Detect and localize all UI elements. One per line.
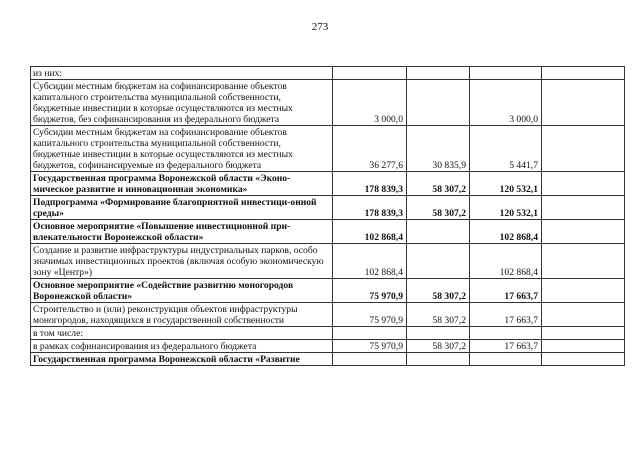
table-row — [31, 353, 625, 366]
row-regional-cell — [470, 327, 542, 340]
budget-table — [30, 66, 625, 366]
row-empty-cell — [542, 340, 625, 353]
row-regional-cell: 3 000,0 — [470, 80, 542, 126]
row-federal-cell: 58 307,2 — [407, 279, 470, 303]
row-total-cell: 75 970,9 — [333, 340, 407, 353]
row-name-cell: Строительство и (или) реконструкция объектов инфраструктуры моногородов, находящихся в государственной собственности — [31, 303, 333, 327]
row-regional-cell: 102 868,4 — [470, 220, 542, 244]
row-total-cell: 3 000,0 — [333, 80, 407, 126]
row-name-cell: Субсидии местным бюджетам на софинансирование объектов капитального строительства муниципальной собственности, бюджетные инвестиции в которые осуществляются из местных бюджетов, софинансируемые из федерального бюджета — [31, 126, 333, 172]
row-empty-cell — [542, 67, 625, 80]
row-regional-cell: 102 868,4 — [470, 244, 542, 279]
row-name-cell: Субсидии местным бюджетам на софинансирование объектов капитального строительства муниципальной собственности, бюджетные инвестиции в которые осуществляются из местных бюджетов, без софинансирования из федерального бюджета — [31, 80, 333, 126]
row-empty-cell — [542, 126, 625, 172]
row-federal-cell: 30 835,9 — [407, 126, 470, 172]
row-empty-cell — [542, 327, 625, 340]
table-row — [31, 196, 625, 220]
row-empty-cell — [542, 303, 625, 327]
row-federal-cell — [407, 327, 470, 340]
row-total-cell: 102 868,4 — [333, 220, 407, 244]
budget-table-body — [31, 67, 625, 366]
row-federal-cell — [407, 67, 470, 80]
table-row — [31, 67, 625, 80]
row-regional-cell: 17 663,7 — [470, 340, 542, 353]
row-name-cell: Государственная программа Воронежской области «Эконо-мическое развитие и инновационная экономика» — [31, 172, 333, 196]
row-empty-cell — [542, 220, 625, 244]
row-empty-cell — [542, 353, 625, 366]
row-empty-cell — [542, 244, 625, 279]
page-number: 273 — [311, 21, 329, 33]
row-name-cell: из них: — [31, 67, 333, 80]
row-total-cell: 75 970,9 — [333, 303, 407, 327]
row-regional-cell: 120 532,1 — [470, 196, 542, 220]
row-total-cell: 36 277,6 — [333, 126, 407, 172]
table-row — [31, 327, 625, 340]
row-regional-cell: 17 663,7 — [470, 279, 542, 303]
row-name-cell: Государственная программа Воронежской области «Развитие — [31, 353, 333, 366]
table-row — [31, 172, 625, 196]
row-empty-cell — [542, 279, 625, 303]
row-empty-cell — [542, 80, 625, 126]
row-name-cell: в рамках софинансирования из федерального бюджета — [31, 340, 333, 353]
row-federal-cell — [407, 80, 470, 126]
row-name-cell: Основное мероприятие «Повышение инвестиционной при-влекательности Воронежской области» — [31, 220, 333, 244]
table-row — [31, 340, 625, 353]
table-row — [31, 126, 625, 172]
row-federal-cell: 58 307,2 — [407, 340, 470, 353]
table-row — [31, 80, 625, 126]
row-federal-cell — [407, 244, 470, 279]
row-total-cell: 75 970,9 — [333, 279, 407, 303]
table-row — [31, 244, 625, 279]
row-total-cell: 102 868,4 — [333, 244, 407, 279]
row-federal-cell — [407, 353, 470, 366]
row-total-cell — [333, 327, 407, 340]
row-regional-cell — [470, 353, 542, 366]
row-federal-cell: 58 307,2 — [407, 196, 470, 220]
row-name-cell: Основное мероприятие «Содействие развитию моногородов Воронежской области» — [31, 279, 333, 303]
row-name-cell: в том числе: — [31, 327, 333, 340]
row-regional-cell: 17 663,7 — [470, 303, 542, 327]
table-row — [31, 220, 625, 244]
row-regional-cell — [470, 67, 542, 80]
row-federal-cell: 58 307,2 — [407, 303, 470, 327]
row-empty-cell — [542, 196, 625, 220]
row-regional-cell: 120 532,1 — [470, 172, 542, 196]
row-total-cell: 178 839,3 — [333, 196, 407, 220]
row-federal-cell: 58 307,2 — [407, 172, 470, 196]
row-regional-cell: 5 441,7 — [470, 126, 542, 172]
table-row — [31, 303, 625, 327]
row-name-cell: Создание и развитие инфраструктуры индустриальных парков, особо значимых инвестиционных проектов (включая особую экономическую зону «Центр») — [31, 244, 333, 279]
row-total-cell — [333, 67, 407, 80]
row-total-cell — [333, 353, 407, 366]
row-total-cell: 178 839,3 — [333, 172, 407, 196]
row-federal-cell — [407, 220, 470, 244]
table-row — [31, 279, 625, 303]
row-name-cell: Подпрограмма «Формирование благоприятной инвестици-онной среды» — [31, 196, 333, 220]
row-empty-cell — [542, 172, 625, 196]
